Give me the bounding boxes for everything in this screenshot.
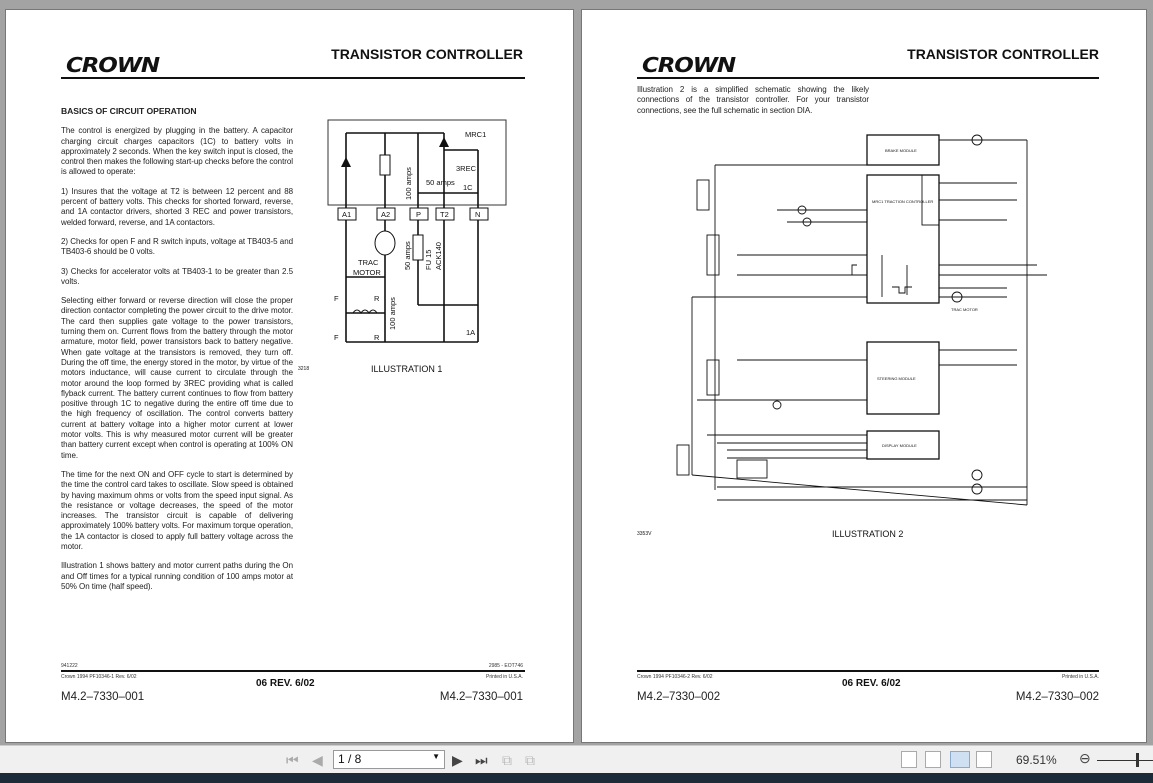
label-trac-motor: TRAC MOTOR: [951, 307, 978, 312]
footer-copyright: Crown 1994 PF10346-2 Rev. 6/02: [637, 674, 713, 680]
doc-number-right: M4.2–7330–001: [439, 691, 523, 703]
paragraph: 3) Checks for accelerator volts at TB403-1 to be greater than 2.5 volts.: [61, 266, 293, 286]
zoom-level[interactable]: 69.51%: [1016, 753, 1057, 767]
header-rule: [61, 77, 525, 79]
illustration-2-schematic: [637, 125, 1057, 550]
illustration-caption: ILLUSTRATION 1: [371, 364, 443, 374]
footer-rule: [61, 670, 525, 672]
last-page-icon[interactable]: ⏭: [475, 752, 488, 768]
label-trac: TRAC: [358, 258, 379, 267]
header-rule: [637, 77, 1099, 79]
footer-printed: Printed in U.S.A.: [1062, 674, 1099, 680]
next-view-icon[interactable]: ⧉: [525, 752, 535, 768]
body-text: [61, 106, 293, 601]
first-page-icon[interactable]: ⏮: [286, 752, 299, 768]
terminal-a2: A2: [381, 210, 391, 219]
label-r: R: [374, 294, 380, 303]
taskbar: [0, 773, 1153, 783]
viewer-toolbar: [0, 745, 1153, 773]
page-title: TRANSISTOR CONTROLLER: [331, 46, 523, 62]
zoom-out-icon[interactable]: ⊖: [1079, 750, 1091, 766]
terminal-a1: A1: [342, 210, 352, 219]
figure-id: 3218: [298, 366, 310, 372]
footer-code-right: 2985 - EOT746: [488, 663, 523, 669]
label-50-amps-battery: 50 amps: [403, 241, 412, 270]
paragraph: 1) Insures that the voltage at T2 is between 12 percent and 88 percent of battery volts. This checks for shorted forward, reverse, and 1A contactor drivers, shorted 3 REC and power transistors, welded forward, reverse, and 1A contactors.: [61, 186, 293, 227]
label-1a: 1A: [466, 328, 476, 337]
page-2: [581, 9, 1147, 743]
doc-number-left: M4.2–7330–001: [61, 691, 145, 703]
paragraph: 2) Checks for open F and R switch inputs, voltage at TB403-5 and TB403-6 should be 0 volts.: [61, 236, 293, 257]
terminal-p: P: [416, 210, 422, 219]
footer-rule: [637, 670, 1099, 672]
label-50-amps: 50 amps: [426, 178, 455, 187]
label-3rec: 3REC: [456, 164, 477, 173]
revision: 06 REV. 6/02: [842, 678, 901, 689]
footer-copyright: Crown 1994 PF10346-1 Rev. 6/02: [61, 674, 137, 680]
module-traction-controller: MRC1 TRACTION CONTROLLER: [872, 199, 934, 204]
zoom-slider-handle[interactable]: [1136, 753, 1139, 767]
single-page-view-icon[interactable]: [901, 751, 917, 768]
label-f-switch: F: [334, 333, 339, 342]
illustration-caption: ILLUSTRATION 2: [832, 529, 904, 539]
paragraph: The time for the next ON and OFF cycle to start is determined by the time the control card takes to oscillate. Slow speed is obtained by having maximum ohms or volts from the speed input signal. As the resistance or voltage decreases, the speed of the motor increases. The transistor circuit is capable of delivering approximately 100% battery volts. For maximum torque operation, the 1A contactor is closed to apply full battery voltage across the motor.: [61, 469, 293, 551]
chevron-down-icon: ▼: [432, 752, 440, 761]
figure-id: 3353V: [637, 531, 652, 537]
paragraph: Illustration 1 shows battery and motor current paths during the On and Off times for a typical running condition of 100 amps motor at 50% On time (half speed).: [61, 561, 293, 591]
section-heading: BASICS OF CIRCUIT OPERATION: [61, 106, 197, 116]
label-fuse-part: ACK140: [434, 242, 443, 270]
terminal-t2: T2: [440, 210, 449, 219]
page-number-value: 1 / 8: [338, 752, 362, 766]
zoom-slider[interactable]: [1097, 760, 1153, 761]
illustration-1-schematic: [298, 105, 538, 375]
two-page-continuous-view-icon[interactable]: [976, 751, 992, 768]
footer-printed: Printed in U.S.A.: [486, 674, 523, 680]
page-title: TRANSISTOR CONTROLLER: [907, 46, 1099, 62]
label-mrc1: MRC1: [465, 130, 487, 139]
module-display: DISPLAY MODULE: [882, 443, 917, 448]
crown-logo: CROWN: [642, 53, 736, 77]
intro-text: Illustration 2 is a simplified schematic showing the likely connections of the transistor controller. For your transistor connections, see the full schematic in section DIA.: [637, 85, 869, 115]
doc-number-left: M4.2–7330–002: [637, 691, 721, 703]
label-motor: MOTOR: [353, 268, 381, 277]
module-brake: BRAKE MODULE: [885, 148, 917, 153]
label-1c: 1C: [463, 183, 473, 192]
revision: 06 REV. 6/02: [256, 678, 315, 689]
label-f: F: [334, 294, 339, 303]
terminal-n: N: [475, 210, 481, 219]
label-100-amps-field: 100 amps: [388, 297, 397, 330]
label-100-amps: 100 amps: [404, 167, 413, 200]
page-number-select[interactable]: [333, 750, 445, 769]
doc-number-right: M4.2–7330–002: [1015, 691, 1099, 703]
module-steering: STEERING MODULE: [877, 376, 916, 381]
two-page-view-icon[interactable]: [950, 751, 970, 768]
continuous-view-icon[interactable]: [925, 751, 941, 768]
paragraph: The control is energized by plugging in the battery. A capacitor charging circuit charges capacitors (1C) to battery volts in approximately 2 seconds. When the key switch input is closed, the control then makes the following start-up checks before the control is allowed to operate:: [61, 126, 293, 177]
page-1: [5, 9, 574, 743]
previous-page-icon[interactable]: ◀: [312, 752, 323, 768]
label-fuse: FU 15: [424, 249, 433, 270]
previous-view-icon[interactable]: ⧉: [502, 752, 512, 768]
paragraph: Selecting either forward or reverse direction will close the proper direction contactor completing the power circuit to the drive motor. The card then supplies gate voltage to the power transistors, turning them on. Current flows from the battery through the motor armature, motor field, power transistors back to battery negative. When gate voltage at the transistors is removed, they turn off. During the off time, the energy stored in the motor, by virtue of the motors inductance, will cause current to circulate through the motor around the loop formed by 3REC providing what is called flyback current. The battery current continues to flow from battery positive through 1C to negative during the entire off time due to the high frequency of oscillation. The control converts battery current at battery voltage into a higher motor current at lower motor volts. This is why measured motor current will be greater than battery current except when control is operating at 100% ON time.: [61, 296, 293, 460]
next-page-icon[interactable]: ▶: [452, 752, 463, 768]
footer-code: 941222: [61, 663, 78, 669]
crown-logo: CROWN: [66, 53, 160, 77]
label-r-switch: R: [374, 333, 380, 342]
